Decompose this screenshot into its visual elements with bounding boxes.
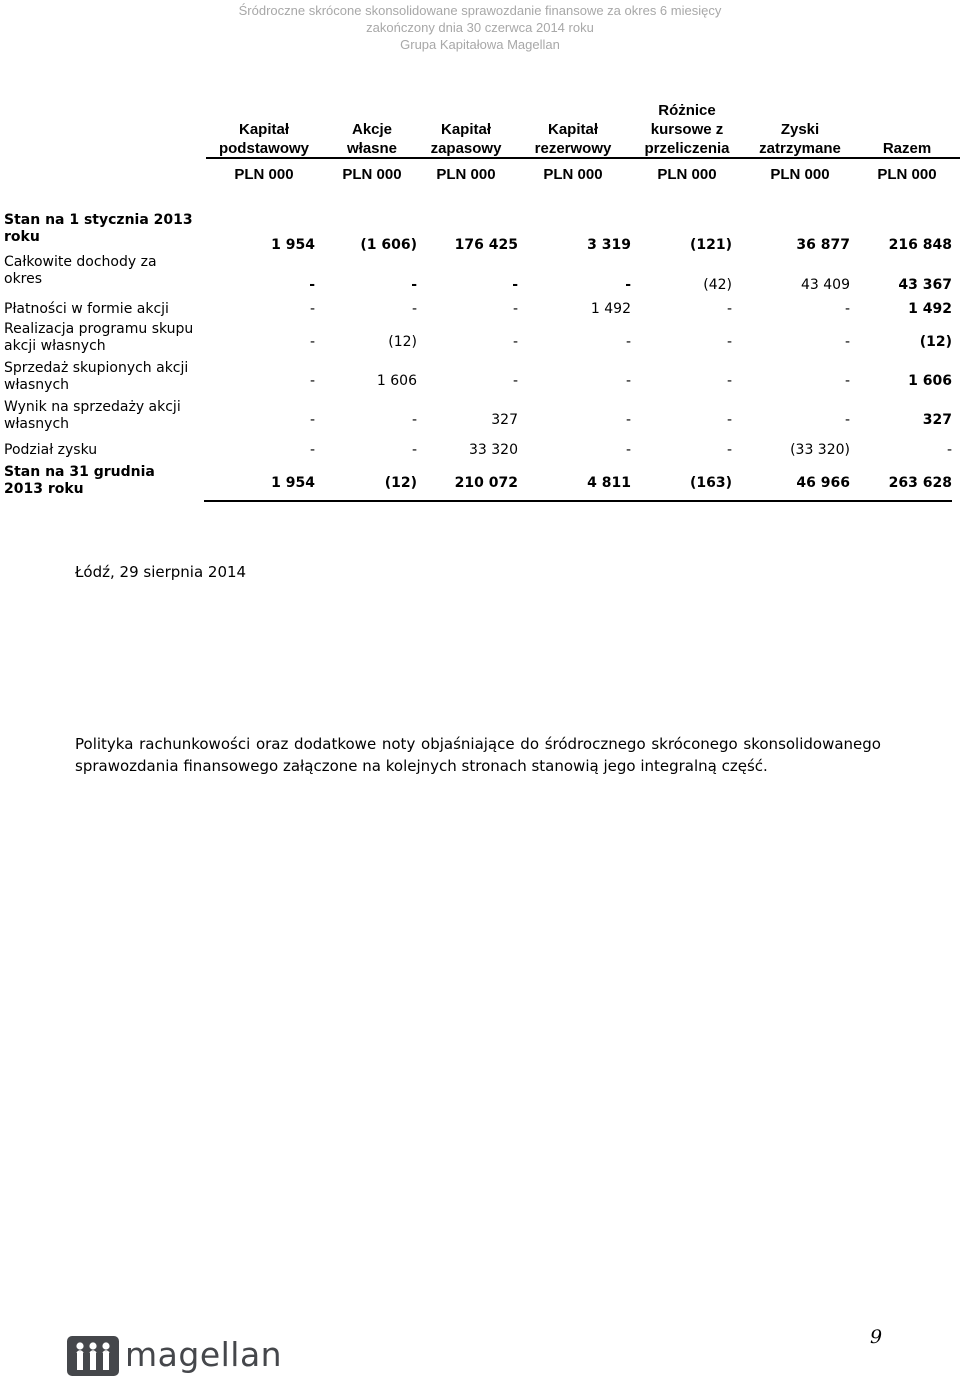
table-row-share-based-payments	[4, 294, 952, 318]
table-cell: 1 492	[590, 301, 631, 317]
equity-changes-table	[4, 212, 952, 502]
table-cell: -	[411, 442, 417, 458]
table-row-comprehensive-income	[4, 254, 952, 294]
column-header-line: Kapitał	[238, 121, 289, 138]
page-number: 9	[870, 1326, 883, 1348]
table-row-sale-of-treasury-shares	[4, 357, 952, 396]
table-cell: (163)	[631, 459, 732, 501]
row-label-line: własnych	[4, 377, 70, 393]
table-cell: 33 320	[469, 442, 518, 458]
table-cell: -	[726, 334, 732, 350]
column-header-treasury-shares	[324, 98, 420, 184]
table-cell: -	[625, 334, 631, 350]
table-cell: -	[411, 412, 417, 428]
table-cell: -	[844, 412, 850, 428]
column-unit: PLN 000	[436, 166, 496, 183]
table-cell: 1 606	[908, 373, 952, 389]
column-header-line: własne	[346, 140, 398, 157]
row-label	[4, 435, 204, 459]
table-cell: -	[309, 334, 315, 350]
column-unit: PLN 000	[543, 166, 603, 183]
column-header-line: Kapitał	[440, 121, 491, 138]
row-label-line: Podział zysku	[4, 442, 98, 458]
table-cell: -	[625, 373, 631, 389]
table-cell: -	[625, 412, 631, 428]
table-cell: -	[844, 373, 850, 389]
row-label	[4, 254, 204, 294]
table-cell: (12)	[388, 334, 417, 350]
column-header-line: przeliczenia	[644, 140, 730, 157]
column-header-line: Razem	[882, 140, 932, 157]
column-header-line: Akcje	[351, 121, 393, 138]
table-cell: -	[309, 301, 315, 317]
column-header-line: zapasowy	[430, 140, 502, 157]
table-cell: -	[309, 277, 315, 293]
table-cell: 1 492	[908, 301, 952, 317]
table-cell: -	[726, 373, 732, 389]
column-header-share-capital	[206, 98, 322, 184]
magellan-logo-mark-icon	[67, 1336, 119, 1376]
table-cell: -	[512, 334, 518, 350]
accounting-policy-note: Polityka rachunkowości oraz dodatkowe noty objaśniające do śródrocznego skróconego skonsolidowanego sprawozdania finansowego załączone na kolejnych stronach stanowią jego integralną część.	[75, 735, 881, 775]
table-cell: 327	[491, 412, 518, 428]
table-cell: -	[625, 442, 631, 458]
column-header-total	[858, 98, 956, 184]
column-headers	[0, 98, 960, 184]
column-header-line: Kapitał	[547, 121, 598, 138]
running-header	[0, 2, 960, 53]
place-and-date: Łódź, 29 sierpnia 2014	[75, 563, 247, 581]
column-header-line: podstawowy	[218, 140, 309, 157]
table-cell: -	[512, 301, 518, 317]
table-cell: 1 954	[271, 237, 315, 253]
table-cell: (1 606)	[360, 237, 417, 253]
table-cell: 216 848	[888, 237, 952, 253]
column-header-line: Różnice	[658, 102, 716, 119]
table-cell: -	[512, 373, 518, 389]
row-label-line: Całkowite dochody za	[4, 254, 157, 270]
table-cell: -	[946, 442, 952, 458]
column-unit: PLN 000	[234, 166, 294, 183]
table-cell: (12)	[315, 459, 417, 501]
table-cell: -	[726, 442, 732, 458]
table-cell: 327	[922, 412, 952, 428]
table-cell: (42)	[703, 277, 732, 293]
table-cell: -	[726, 301, 732, 317]
column-header-line: rezerwowy	[534, 140, 612, 157]
table-row-share-buyback	[4, 318, 952, 357]
report-title: Śródroczne skrócone skonsolidowane sprawozdanie finansowe za okres 6 miesięcy	[238, 3, 722, 18]
column-header-fx-differences	[632, 98, 742, 184]
table-cell: (33 320)	[790, 442, 850, 458]
table-cell: -	[309, 373, 315, 389]
table-cell: 1 954	[204, 459, 315, 501]
report-period: zakończony dnia 30 czerwca 2014 roku	[366, 20, 594, 35]
table-row-closing-balance	[4, 459, 952, 501]
row-label-line: okres	[4, 271, 43, 287]
row-label	[4, 396, 204, 435]
table-cell: 3 319	[587, 237, 631, 253]
table-cell: -	[309, 412, 315, 428]
column-unit: PLN 000	[342, 166, 402, 183]
table-cell: 43 367	[898, 277, 952, 293]
table-cell: -	[844, 301, 850, 317]
table-cell: -	[844, 334, 850, 350]
row-label-line: Realizacja programu skupu	[4, 321, 194, 337]
table-cell: 46 966	[732, 459, 850, 501]
column-header-reserve-capital	[520, 98, 626, 184]
header-divider	[206, 157, 960, 159]
row-label	[4, 318, 204, 357]
table-cell: 36 877	[796, 237, 850, 253]
column-header-line: Zyski	[780, 121, 820, 138]
table-cell: (12)	[919, 334, 952, 350]
row-label-line: roku	[4, 229, 40, 245]
row-label-line: Stan na 1 stycznia 2013	[4, 212, 193, 228]
table-cell: -	[512, 277, 518, 293]
row-label-line: 2013 roku	[4, 481, 84, 497]
table-cell: 210 072	[417, 459, 518, 501]
company-name: Grupa Kapitałowa Magellan	[400, 37, 560, 52]
table-cell: 176 425	[454, 237, 518, 253]
row-label	[4, 294, 204, 318]
logo-wordmark: magellan	[125, 1335, 283, 1374]
row-label	[4, 459, 204, 501]
row-label-line: akcji własnych	[4, 338, 106, 354]
table-cell: 4 811	[518, 459, 631, 501]
table-cell: 43 409	[801, 277, 850, 293]
row-label-line: Sprzedaż skupionych akcji	[4, 360, 189, 376]
table-cell: (121)	[689, 237, 732, 253]
column-header-line: zatrzymane	[759, 140, 841, 157]
row-label-line: Stan na 31 grudnia	[4, 464, 155, 480]
table-cell: 263 628	[850, 459, 952, 501]
row-label-line: własnych	[4, 416, 70, 432]
row-label-line: Płatności w formie akcji	[4, 301, 169, 317]
table-cell: -	[726, 412, 732, 428]
table-row-profit-distribution	[4, 435, 952, 459]
column-unit: PLN 000	[770, 166, 830, 183]
column-header-retained-earnings	[744, 98, 856, 184]
table-cell: -	[625, 277, 631, 293]
column-header-supplementary-capital	[420, 98, 512, 184]
magellan-logo	[67, 1334, 283, 1378]
column-unit: PLN 000	[877, 166, 937, 183]
table-cell: -	[309, 442, 315, 458]
table-cell: -	[411, 301, 417, 317]
table-cell: 1 606	[376, 373, 417, 389]
row-label	[4, 357, 204, 396]
row-label-line: Wynik na sprzedaży akcji	[4, 399, 181, 415]
row-label	[4, 212, 204, 254]
table-cell: -	[411, 277, 417, 293]
column-unit: PLN 000	[657, 166, 717, 183]
column-header-line: kursowe z	[650, 121, 724, 138]
table-row-result-on-treasury-sale	[4, 396, 952, 435]
table-row-opening-balance	[4, 212, 952, 254]
